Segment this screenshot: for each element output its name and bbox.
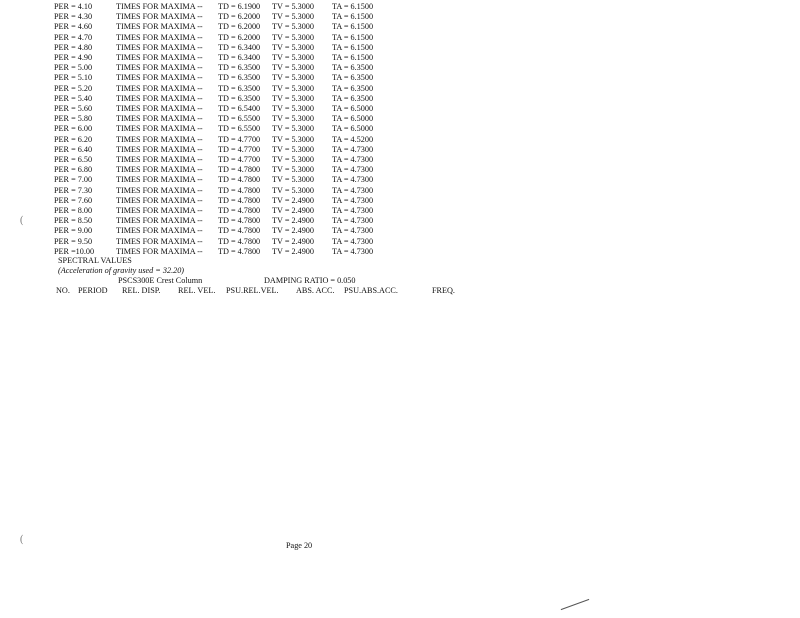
times-label: TIMES FOR MAXIMA -- [116,134,203,144]
td-value: TD = 4.7800 [218,216,261,226]
column-name: PSCS300E Crest Column [118,276,203,285]
td-value: TD = 6.5400 [218,104,261,113]
td-value: TD = 6.3400 [218,53,261,62]
ta-value: TA = 6.1500 [332,22,374,32]
ta-value: TA = 6.5000 [332,114,374,124]
td-value: TD = 4.7800 [218,195,261,205]
period-label: PER = 7.00 [54,175,93,185]
tv-value: TV = 5.3000 [272,93,314,103]
period-label: PER = 5.00 [54,63,93,73]
ta-value: TA = 6.3500 [332,73,374,83]
tv-value: TV = 2.4900 [272,206,314,215]
header-rel-vel: REL. VEL. [178,286,216,295]
td-value: TD = 6.3500 [218,73,261,83]
tv-value: TV = 2.4900 [272,195,314,205]
tv-value: TV = 5.3000 [272,32,314,42]
td-value: TD = 4.7700 [218,134,261,144]
td-value: TD = 6.3400 [218,42,261,52]
ta-value: TA = 6.3500 [332,93,374,103]
header-abs-acc: ABS. ACC. [296,286,335,295]
period-label: PER = 4.70 [54,32,93,42]
period-label: PER = 8.00 [54,206,93,215]
tv-value: TV = 2.4900 [272,246,314,256]
td-value: TD = 4.7800 [218,175,261,185]
ta-value: TA = 4.7300 [332,236,374,246]
header-psu-rel-vel: PSU.REL.VEL. [226,286,279,295]
td-value: TD = 4.7800 [218,226,261,236]
tv-value: TV = 5.3000 [272,155,314,164]
td-value: TD = 4.7700 [218,144,261,154]
period-label: PER = 6.40 [54,144,93,154]
tv-value: TV = 2.4900 [272,226,314,236]
times-label: TIMES FOR MAXIMA -- [116,124,203,134]
times-label: TIMES FOR MAXIMA -- [116,246,203,256]
scan-mark: ( [20,534,24,545]
times-label: TIMES FOR MAXIMA -- [116,155,203,164]
tv-value: TV = 5.3000 [272,134,314,144]
td-value: TD = 6.1900 [218,2,261,11]
period-label: PER = 5.20 [54,83,93,93]
ta-value: TA = 4.7300 [332,144,374,154]
tv-value: TV = 2.4900 [272,216,314,226]
ta-value: TA = 6.1500 [332,32,374,42]
times-label: TIMES FOR MAXIMA -- [116,185,203,195]
tv-value: TV = 5.3000 [272,53,314,62]
period-label: PER = 4.90 [54,53,93,62]
header-period: PERIOD [78,286,108,295]
tv-value: TV = 5.3000 [272,42,314,52]
period-label: PER = 7.60 [54,195,93,205]
times-label: TIMES FOR MAXIMA -- [116,104,203,113]
period-label: PER = 5.10 [54,73,93,83]
period-label: PER = 4.60 [54,22,93,32]
period-label: PER =10.00 [54,246,95,256]
tv-value: TV = 5.3000 [272,175,314,185]
tv-value: TV = 5.3000 [272,104,314,113]
spectral-values-title: SPECTRAL VALUES [58,256,132,265]
ta-value: TA = 4.7300 [332,246,374,256]
damping-ratio: DAMPING RATIO = 0.050 [264,276,356,285]
period-label: PER = 8.50 [54,216,93,226]
td-value: TD = 6.3500 [218,93,261,103]
ta-value: TA = 6.1500 [332,12,374,22]
period-label: PER = 5.80 [54,114,93,124]
td-value: TD = 6.2000 [218,32,261,42]
td-value: TD = 6.5500 [218,124,261,134]
ta-value: TA = 4.7300 [332,206,374,215]
td-value: TD = 6.3500 [218,83,261,93]
times-label: TIMES FOR MAXIMA -- [116,93,203,103]
period-label: PER = 7.30 [54,185,93,195]
period-label: PER = 6.50 [54,155,93,164]
td-value: TD = 6.5500 [218,114,261,124]
td-value: TD = 4.7800 [218,206,261,215]
times-label: TIMES FOR MAXIMA -- [116,2,203,11]
period-label: PER = 4.80 [54,42,93,52]
ta-value: TA = 6.3500 [332,63,374,73]
gravity-note: (Acceleration of gravity used = 32.20) [58,266,185,275]
page-number: Page 20 [286,541,313,550]
period-label: PER = 4.10 [54,2,93,11]
period-label: PER = 6.80 [54,165,93,175]
times-label: TIMES FOR MAXIMA -- [116,42,203,52]
period-label: PER = 9.50 [54,236,93,246]
td-value: TD = 4.7700 [218,155,261,164]
td-value: TD = 6.3500 [218,63,261,73]
tv-value: TV = 5.3000 [272,114,314,124]
times-label: TIMES FOR MAXIMA -- [116,165,203,175]
times-label: TIMES FOR MAXIMA -- [116,73,203,83]
ta-value: TA = 4.7300 [332,185,374,195]
tv-value: TV = 5.3000 [272,2,314,11]
ta-value: TA = 6.3500 [332,83,374,93]
ta-value: TA = 4.5200 [332,134,374,144]
ta-value: TA = 4.7300 [332,175,374,185]
td-value: TD = 6.2000 [218,12,261,22]
header-rel-disp: REL. DISP. [122,286,161,295]
td-value: TD = 4.7800 [218,165,261,175]
times-label: TIMES FOR MAXIMA -- [116,236,203,246]
ta-value: TA = 6.1500 [332,2,374,11]
scan-speck [561,599,590,610]
ta-value: TA = 4.7300 [332,165,374,175]
times-label: TIMES FOR MAXIMA -- [116,216,203,226]
tv-value: TV = 5.3000 [272,12,314,22]
times-label: TIMES FOR MAXIMA -- [116,53,203,62]
times-label: TIMES FOR MAXIMA -- [116,114,203,124]
tv-value: TV = 5.3000 [272,83,314,93]
ta-value: TA = 6.5000 [332,104,374,113]
tv-value: TV = 5.3000 [272,22,314,32]
times-label: TIMES FOR MAXIMA -- [116,144,203,154]
td-value: TD = 4.7800 [218,236,261,246]
header-psu-abs-acc: PSU.ABS.ACC. [344,286,398,295]
tv-value: TV = 5.3000 [272,124,314,134]
td-value: TD = 6.2000 [218,22,261,32]
times-label: TIMES FOR MAXIMA -- [116,12,203,22]
tv-value: TV = 5.3000 [272,63,314,73]
ta-value: TA = 4.7300 [332,155,374,164]
ta-value: TA = 4.7300 [332,226,374,236]
period-label: PER = 9.00 [54,226,93,236]
times-label: TIMES FOR MAXIMA -- [116,226,203,236]
ta-value: TA = 6.1500 [332,42,374,52]
ta-value: TA = 6.5000 [332,124,374,134]
tv-value: TV = 5.3000 [272,165,314,175]
ta-value: TA = 6.1500 [332,53,374,62]
ta-value: TA = 4.7300 [332,216,374,226]
header-freq: FREQ. [432,286,455,295]
td-value: TD = 4.7800 [218,246,261,256]
period-label: PER = 5.60 [54,104,93,113]
ta-value: TA = 4.7300 [332,195,374,205]
times-label: TIMES FOR MAXIMA -- [116,32,203,42]
period-label: PER = 6.00 [54,124,93,134]
times-label: TIMES FOR MAXIMA -- [116,175,203,185]
header-no: NO. [56,286,70,295]
tv-value: TV = 5.3000 [272,73,314,83]
period-label: PER = 6.20 [54,134,93,144]
times-label: TIMES FOR MAXIMA -- [116,83,203,93]
tv-value: TV = 5.3000 [272,144,314,154]
tv-value: TV = 2.4900 [272,236,314,246]
td-value: TD = 4.7800 [218,185,261,195]
tv-value: TV = 5.3000 [272,185,314,195]
times-label: TIMES FOR MAXIMA -- [116,206,203,215]
scan-mark: ( [20,215,24,226]
times-label: TIMES FOR MAXIMA -- [116,22,203,32]
period-label: PER = 5.40 [54,93,93,103]
times-label: TIMES FOR MAXIMA -- [116,63,203,73]
period-label: PER = 4.30 [54,12,93,22]
times-label: TIMES FOR MAXIMA -- [116,195,203,205]
